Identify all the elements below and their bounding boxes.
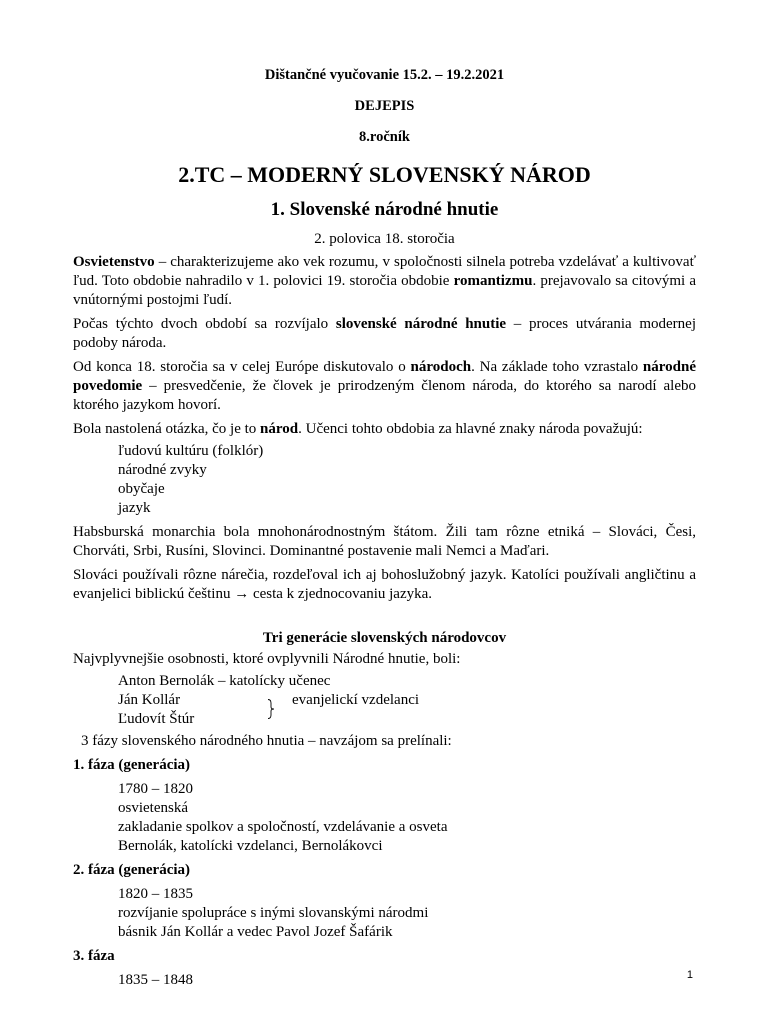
term-enlightenment: Osvietenstvo (73, 254, 155, 270)
curly-brace-icon (267, 699, 277, 719)
list-item: Anton Bernolák – katolícky učenec (118, 673, 331, 689)
phases-intro: 3 fázy slovenského národného hnutia – navzájom sa prelínali: (81, 733, 452, 749)
list-item: 1820 – 1835 (118, 886, 193, 902)
grade-heading: 8.ročník (359, 129, 410, 145)
term-romanticism: romantizmu (453, 273, 533, 289)
phase-1-title: 1. fáza (generácia) (73, 757, 191, 773)
list-item: zakladanie spolkov a spoločností, vzdelávanie a osveta (118, 819, 448, 835)
list-item: Bernolák, katolícki vzdelanci, Bernolákovci (118, 838, 383, 854)
phase-2-title: 2. fáza (generácia) (73, 862, 191, 878)
phase-1-details (73, 780, 696, 856)
paragraph-nations: Od konca 18. storočia sa v celej Európe diskutovalo o národoch. Na základe toho vzrastalo národné povedomie – presvedčenie, že človek je prirodzeným členom národa, do ktorého sa narodí alebo ktorého jazykom hovorí. (73, 359, 696, 413)
generations-heading: Tri generácie slovenských národovcov (262, 630, 507, 646)
date-line: Dištančné vyučovanie 15.2. – 19.2.2021 (264, 67, 505, 83)
list-item: obyčaje (118, 481, 165, 497)
term-national-movement: slovenské národné hnutie (335, 316, 507, 332)
people-list (73, 672, 696, 729)
list-item: Ľudovít Štúr (118, 711, 195, 727)
nation-signs-list (73, 442, 696, 518)
page-title: 2.TC – MODERNÝ SLOVENSKÝ NÁROD (178, 162, 591, 187)
list-item: 1835 – 1848 (118, 972, 193, 988)
paragraph-language: Slováci používali rôzne nárečia, rozdeľoval ich aj bohoslužobný jazyk. Katolíci používali angličtinu a evanjelici biblickú češtinu → cesta k zjednocovaniu jazyka. (73, 567, 696, 602)
phase-3-details (73, 971, 696, 990)
subject-heading: DEJEPIS (354, 98, 415, 114)
page-number: 1 (686, 969, 693, 981)
term-nation: národ (260, 421, 299, 437)
list-item: Ján Kollár (118, 692, 181, 708)
paragraph-national-movement: Počas týchto dvoch období sa rozvíjalo slovenské národné hnutie – proces utvárania modernej podoby národa. (73, 316, 696, 351)
list-item: osvietenská (118, 800, 188, 816)
generations-intro: Najvplyvnejšie osobnosti, ktoré ovplyvnili Národné hnutie, boli: (73, 651, 461, 667)
list-item: rozvíjanie spolupráce s inými slovanskými národmi (118, 905, 429, 921)
list-item: 1780 – 1820 (118, 781, 193, 797)
paragraph-enlightenment: Osvietenstvo – charakterizujeme ako vek rozumu, v spoločnosti silnela potreba vzdelávať a kultivovať ľud. Toto obdobie nahradilo v 1. polovici 19. storočia obdobie romantizmu. prejavovalo sa citovými a vnútornými postojmi ľudí. (73, 254, 696, 308)
list-item: básnik Ján Kollár a vedec Pavol Jozef Šafárik (118, 924, 393, 940)
group-label: evanjelickí vzdelanci (292, 692, 420, 708)
list-item: jazyk (118, 500, 151, 516)
people-group (118, 691, 696, 729)
list-item: ľudovú kultúru (folklór) (118, 443, 264, 459)
phase-3-title: 3. fáza (73, 948, 115, 964)
section-heading: 1. Slovenské národné hnutie (270, 199, 499, 220)
list-item: národné zvyky (118, 462, 207, 478)
paragraph-monarchy: Habsburská monarchia bola mnohonárodnostným štátom. Žili tam rôzne etniká – Slováci, Česi, Chorváti, Srbi, Rusíni, Slovinci. Dominantné postavenie mali Nemci a Maďari. (73, 524, 696, 559)
period-line: 2. polovica 18. storočia (314, 231, 455, 247)
phase-2-details (73, 885, 696, 942)
term-national-awareness: národné povedomie (73, 359, 696, 394)
term-nations: národoch (410, 359, 472, 375)
paragraph-question: Bola nastolená otázka, čo je to národ. Učenci tohto obdobia za hlavné znaky národa považujú: (73, 421, 643, 437)
